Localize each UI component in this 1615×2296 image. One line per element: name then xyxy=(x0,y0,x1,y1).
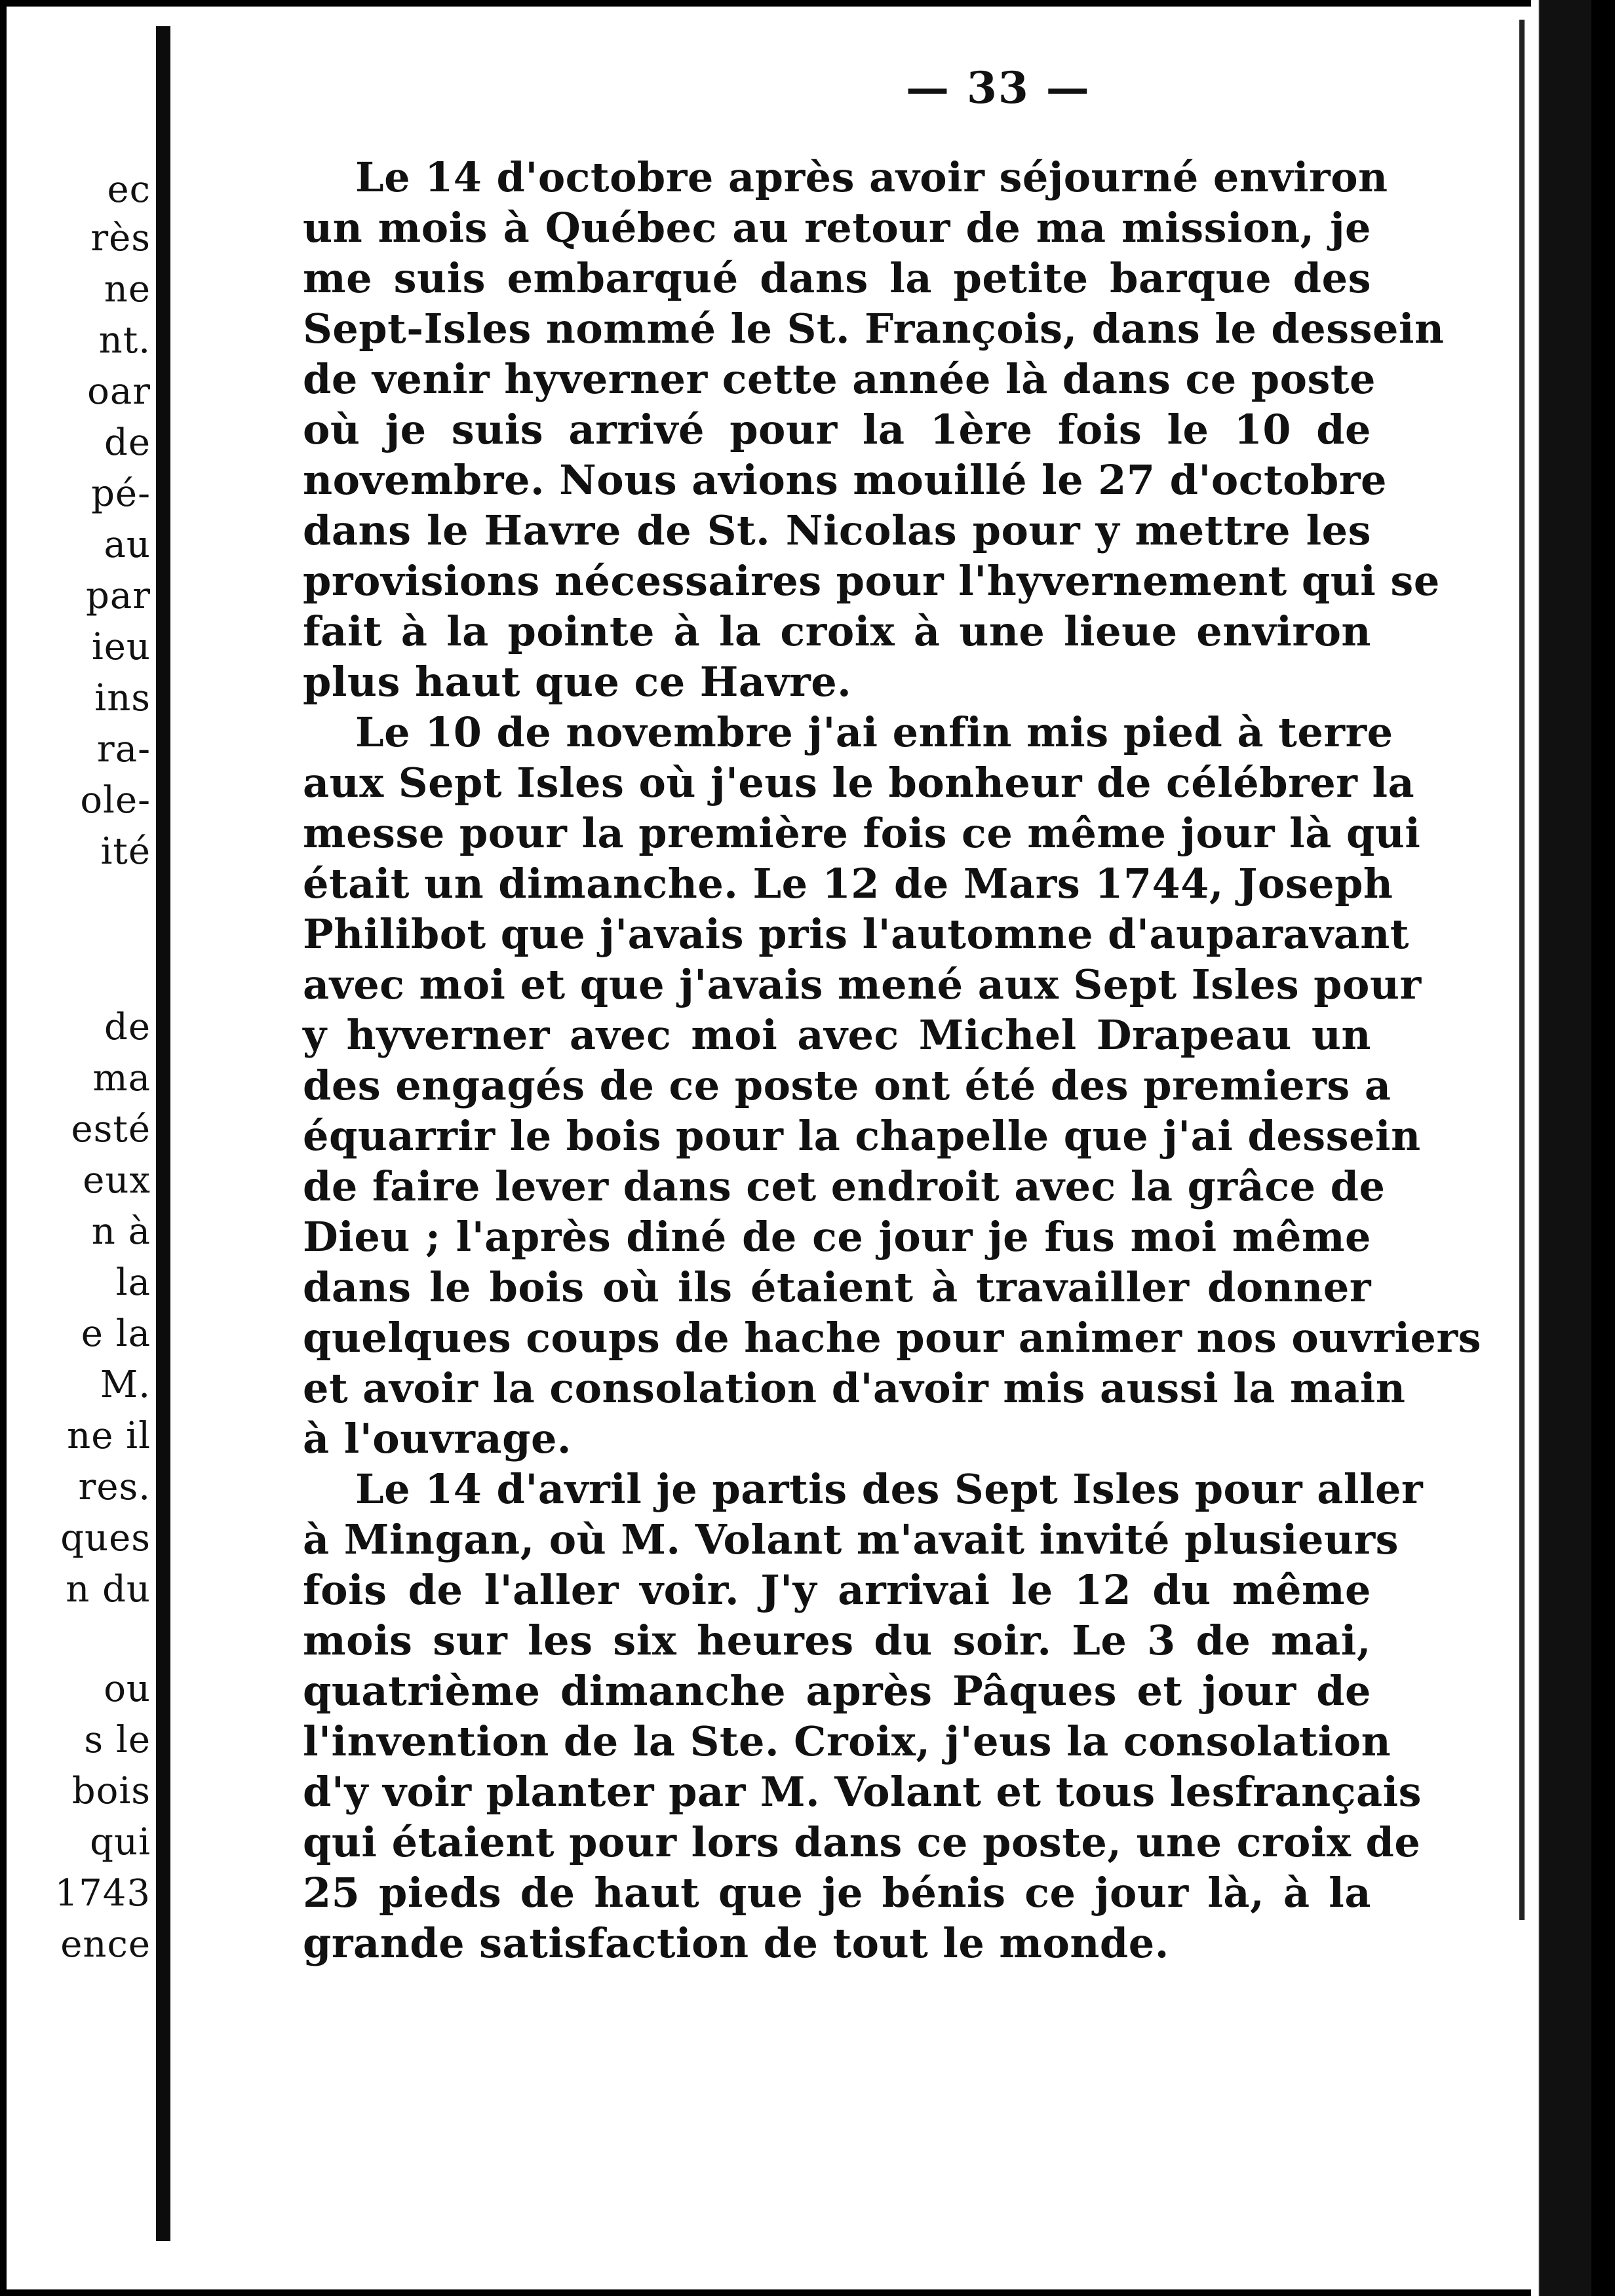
text-line: dans le Havre de St. Nicolas pour y mettre les xyxy=(303,507,1371,554)
left-line: bois xyxy=(71,1770,151,1812)
text-line: 25 pieds de haut que je bénis ce jour là, à la xyxy=(303,1869,1371,1917)
left-line: e la xyxy=(81,1312,151,1355)
text-line: plus haut que ce Havre. xyxy=(303,658,852,706)
text-line: d'y voir planter par M. Volant et tous lesfrançais xyxy=(303,1768,1422,1816)
left-line: qui xyxy=(90,1821,151,1864)
text-line: grande satisfaction de tout le monde. xyxy=(303,1919,1169,1967)
text-line: fait à la pointe à la croix à une lieue environ xyxy=(303,607,1371,655)
text-line: était un dimanche. Le 12 de Mars 1744, Joseph xyxy=(303,860,1393,908)
text-line: dans le bois où ils étaient à travailler donner xyxy=(303,1263,1371,1311)
left-line: la xyxy=(115,1261,151,1304)
left-line: au xyxy=(104,524,151,566)
text-line: à Mingan, où M. Volant m'avait invité plusieurs xyxy=(303,1516,1399,1563)
text-line: fois de l'aller voir. J'y arrivai le 12 du même xyxy=(303,1566,1371,1614)
text-line: Sept-Isles nommé le St. François, dans le dessein xyxy=(303,305,1445,353)
left-line: par xyxy=(85,575,151,617)
page-number: — 33 — xyxy=(906,62,1091,113)
left-line: ne il xyxy=(67,1415,151,1457)
text-line: provisions nécessaires pour l'hyvernement qui se xyxy=(303,557,1440,605)
page-gutter xyxy=(156,26,170,2241)
text-line: équarrir le bois pour la chapelle que j'ai dessein xyxy=(303,1112,1421,1160)
text-line: qui étaient pour lors dans ce poste, une croix de xyxy=(303,1818,1421,1866)
text-line: mois sur les six heures du soir. Le 3 de mai, xyxy=(303,1617,1371,1664)
left-line: s le xyxy=(84,1719,151,1761)
text-line: quatrième dimanche après Pâques et jour de xyxy=(303,1667,1371,1715)
text-line: à l'ouvrage. xyxy=(303,1415,572,1463)
text-line: un mois à Québec au retour de ma mission, je xyxy=(303,204,1371,252)
page-body xyxy=(303,152,1482,1968)
text-line: des engagés de ce poste ont été des premiers a xyxy=(303,1062,1391,1109)
left-line: ole- xyxy=(80,779,151,822)
text-line: novembre. Nous avions mouillé le 27 d'octobre xyxy=(303,456,1387,504)
text-line: messe pour la première fois ce même jour là qui xyxy=(303,809,1421,857)
left-line: res. xyxy=(78,1466,151,1508)
left-line: ques xyxy=(60,1517,151,1559)
book-spine xyxy=(1531,0,1591,2296)
text-line: Philibot que j'avais pris l'automne d'auparavant xyxy=(303,910,1409,958)
left-line: pé- xyxy=(91,472,151,515)
text-line: y hyverner avec moi avec Michel Drapeau un xyxy=(303,1011,1371,1059)
text-line: de faire lever dans cet endroit avec la grâce de xyxy=(303,1162,1386,1210)
left-line: ité xyxy=(100,830,151,873)
left-line: ec xyxy=(107,168,151,211)
left-line: ne xyxy=(104,268,151,311)
left-line: n à xyxy=(91,1210,151,1253)
left-line: 1743 xyxy=(54,1872,151,1915)
left-line: de xyxy=(104,1006,151,1048)
left-line: eux xyxy=(83,1159,151,1202)
text-line: avec moi et que j'avais mené aux Sept Isles pour xyxy=(303,961,1422,1008)
left-line: ins xyxy=(94,677,151,719)
book-page xyxy=(172,0,1522,2296)
text-line: Le 14 d'avril je partis des Sept Isles pour aller xyxy=(355,1465,1424,1513)
left-line: esté xyxy=(71,1108,151,1151)
left-line: rès xyxy=(90,217,151,259)
text-line: Le 10 de novembre j'ai enfin mis pied à terre xyxy=(355,708,1393,756)
left-line: de xyxy=(104,421,151,464)
scan-border-right xyxy=(1591,0,1615,2296)
left-line: ra- xyxy=(96,728,151,771)
text-line: quelques coups de hache pour animer nos ouvriers xyxy=(303,1314,1482,1362)
text-line: me suis embarqué dans la petite barque des xyxy=(303,254,1371,302)
left-line: ou xyxy=(104,1668,151,1710)
text-line: Le 14 d'octobre après avoir séjourné environ xyxy=(355,153,1388,201)
text-line: et avoir la consolation d'avoir mis aussi la main xyxy=(303,1364,1406,1412)
text-line: l'invention de la Ste. Croix, j'eus la consolation xyxy=(303,1717,1391,1765)
left-line: ma xyxy=(92,1057,151,1100)
left-page-fragment xyxy=(0,0,155,2296)
left-line: ence xyxy=(60,1923,151,1966)
text-line: Dieu ; l'après diné de ce jour je fus moi même xyxy=(303,1213,1371,1261)
text-line: aux Sept Isles où j'eus le bonheur de célébrer la xyxy=(303,759,1415,807)
text-line: de venir hyverner cette année là dans ce poste xyxy=(303,355,1376,403)
left-line: nt. xyxy=(98,319,151,362)
left-line: M. xyxy=(100,1364,151,1406)
left-line: ieu xyxy=(91,626,151,668)
left-line: oar xyxy=(87,370,151,413)
text-line: où je suis arrivé pour la 1ère fois le 10 de xyxy=(303,406,1371,453)
left-line: n du xyxy=(66,1568,151,1611)
